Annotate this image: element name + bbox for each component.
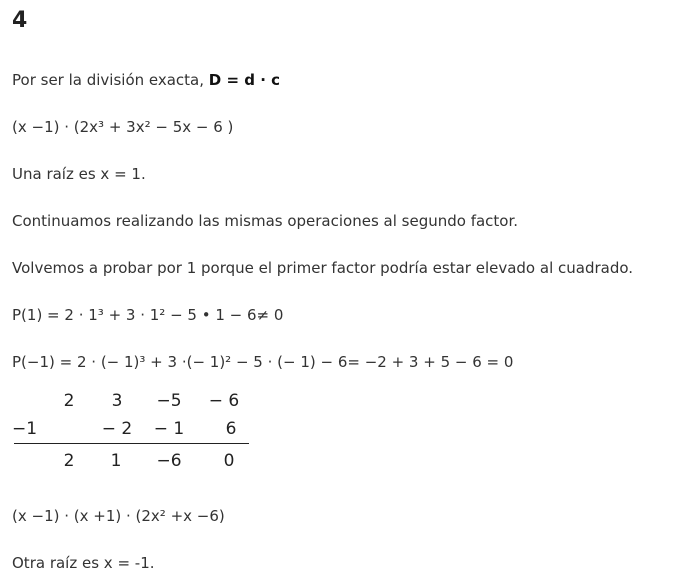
product: − 2 [101,419,133,439]
product: − 1 [153,419,185,439]
divisor: −1 [12,419,38,439]
coefficient: 2 [63,391,75,411]
coefficient: −5 [156,391,182,411]
result: 2 [63,451,75,471]
p-of-1-evaluation: P(1) = 2 · 1³ + 3 · 1² − 5 • 1 − 6≠ 0 [12,306,284,324]
coefficient: − 6 [208,391,240,411]
second-root-statement: Otra raíz es x = -1. [12,554,155,572]
coefficient: 3 [111,391,123,411]
product: 6 [225,419,237,439]
result: −6 [156,451,182,471]
statement-text: Por ser la división exacta, [12,71,209,89]
retry-statement: Volvemos a probar por 1 porque el primer factor podría estar elevado al cuadrado. [12,259,634,277]
exact-division-statement [12,70,280,90]
result: 1 [110,451,122,471]
result: 0 [223,451,235,471]
ruffini-table [12,390,252,475]
ruffini-divider-line [14,443,249,444]
p-of-minus-1-evaluation: P(−1) = 2 · (− 1)³ + 3 ·(− 1)² − 5 · (− 1) − 6= −2 + 3 + 5 − 6 = 0 [12,353,514,371]
exercise-number: 4 [12,8,28,33]
factored-expression-2: (x −1) · (x +1) · (2x² +x −6) [12,507,225,525]
factored-expression-1: (x −1) · (2x³ + 3x² − 5x − 6 ) [12,118,234,136]
continue-statement: Continuamos realizando las mismas operaciones al segundo factor. [12,212,519,230]
first-root-statement: Una raíz es x = 1. [12,165,146,183]
division-formula: D = d · c [208,71,281,89]
